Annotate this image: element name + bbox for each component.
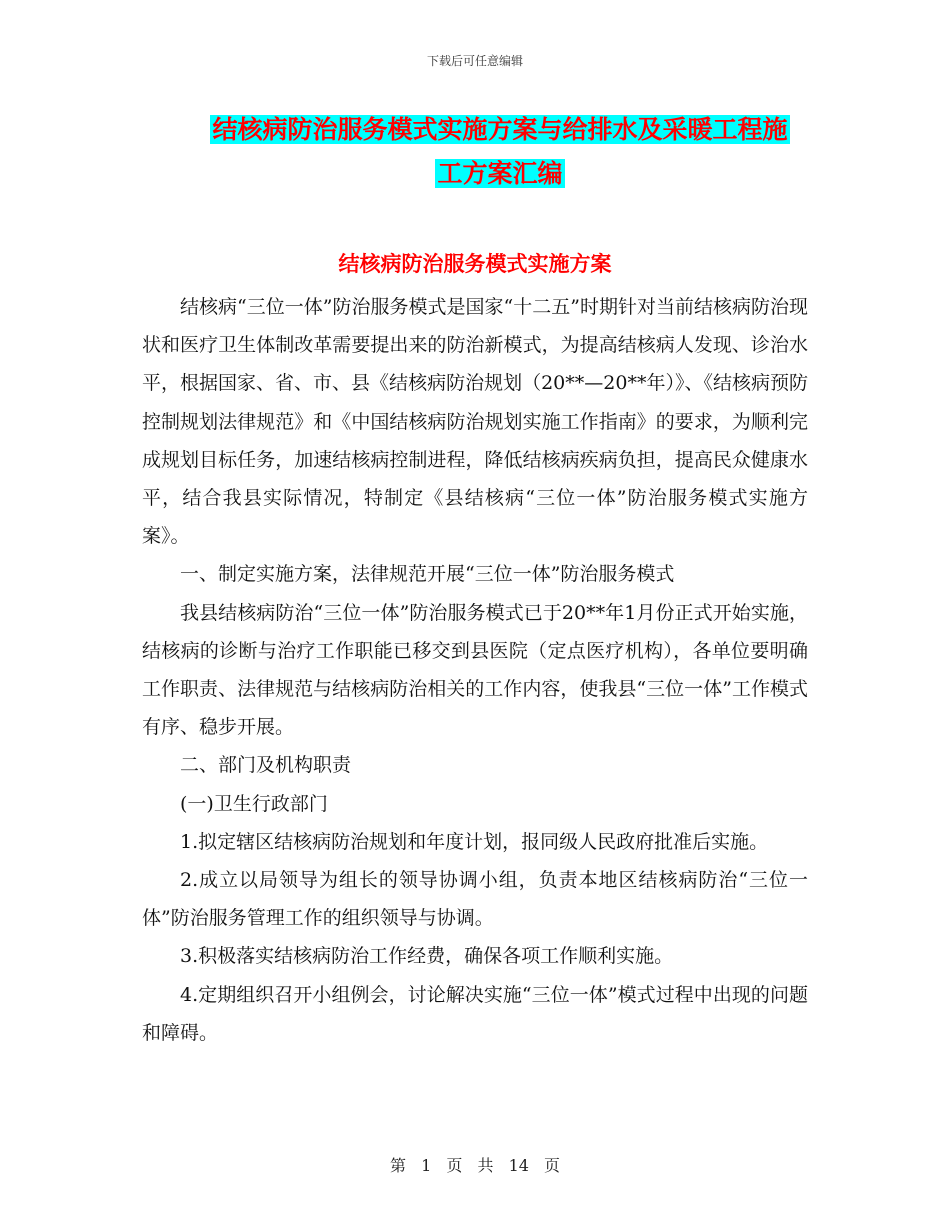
document-title-line-2 <box>150 156 850 192</box>
paragraph-intro: 结核病“三位一体”防治服务模式是国家“十二五”时期针对当前结核病防治现状和医疗卫生体制改革需要提出来的防治新模式，为提高结核病人发现、诊治水平，根据国家、省、市、县《结核病防治规划（20**—20**年）》、《结核病预防控制规划法律规范》和《中国结核病防治规划实施工作指南》的要求，为顺利完成规划目标任务，加速结核病控制进程，降低结核病疾病负担，提高民众健康水平，结合我县实际情况，特制定《县结核病“三位一体”防治服务模式实施方案》。 <box>142 296 808 548</box>
page-number: 1 <box>421 1156 432 1175</box>
list-item-1: 1.拟定辖区结核病防治规划和年度计划，报同级人民政府批准后实施。 <box>180 830 769 853</box>
heading-2: 二、部门及机构职责 <box>180 754 352 777</box>
document-title-line-1 <box>150 112 850 148</box>
footer-mid: 页 <box>446 1156 463 1175</box>
footer-total-prefix: 共 <box>477 1156 494 1175</box>
list-item-4: 4.定期组织召开小组例会，讨论解决实施“三位一体”模式过程中出现的问题和障碍。 <box>142 983 808 1044</box>
document-body <box>142 288 808 1052</box>
paragraph-1: 我县结核病防治“三位一体”防治服务模式已于20**年1月份正式开始实施，结核病的诊断与治疗工作职能已移交到县医院（定点医疗机构），各单位要明确工作职责、法律规范与结核病防治相关的工作内容，使我县“三位一体”工作模式有序、稳步开展。 <box>142 601 808 739</box>
page-footer <box>0 1153 950 1176</box>
section-title: 结核病防治服务模式实施方案 <box>338 251 612 276</box>
document-title-text-1: 结核病防治服务模式实施方案与给排水及采暖工程施 <box>212 115 788 144</box>
footer-suffix: 页 <box>544 1156 561 1175</box>
page-total: 14 <box>508 1156 529 1175</box>
footer-prefix: 第 <box>389 1156 406 1175</box>
list-item-2: 2.成立以局领导为组长的领导协调小组，负责本地区结核病防治“三位一体”防治服务管理工作的组织领导与协调。 <box>142 869 808 930</box>
subheading-2-1: (一)卫生行政部门 <box>180 792 328 815</box>
heading-1: 一、制定实施方案，法律规范开展“三位一体”防治服务模式 <box>180 563 675 586</box>
list-item-3: 3.积极落实结核病防治工作经费，确保各项工作顺利实施。 <box>180 945 674 968</box>
document-title-text-2: 工方案汇编 <box>437 159 563 188</box>
header-note: 下载后可任意编辑 <box>426 54 523 68</box>
